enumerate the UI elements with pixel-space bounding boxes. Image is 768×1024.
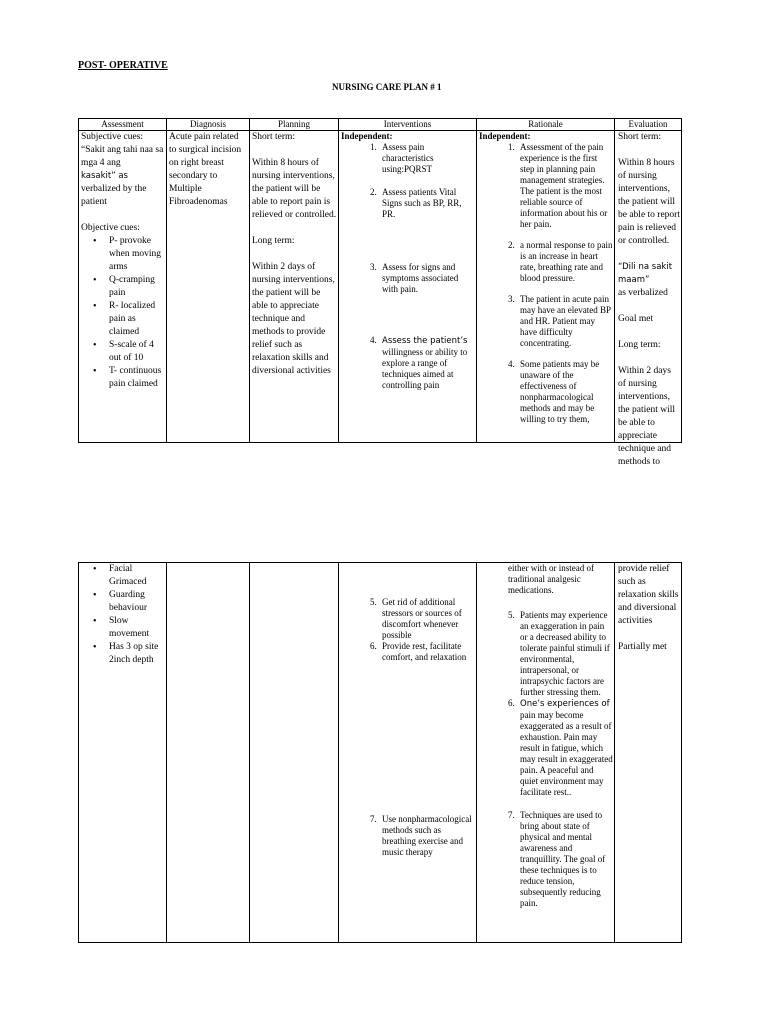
rationale-cell [479,131,613,441]
rationale-item-5 [508,610,613,698]
item-number: 3. [508,294,515,304]
planning-short-text: Within 8 hours of nursing interventions, the patient will be able to report pain is relieved or controlled. [252,158,337,220]
rationale-item-2 [508,240,613,284]
intervention-item-3 [370,262,475,295]
item-number: 1. [508,142,515,152]
evaluation-short-text: Within 8 hours of nursing interventions, the patient will be able to report pain is relieved or controlled. [618,158,680,246]
planning-long-text: Within 2 days of nursing interventions, the patient will be able to appreciate technique and methods to provide relief such as relaxation skills and diversional activities [252,262,335,376]
interventions-cell [341,131,475,441]
evaluation-goal-met: Goal met [618,314,654,324]
objective-bullet: • Q-cramping pain [109,274,165,300]
rationale-item-7 [508,810,613,909]
diagnosis-cell: Acute pain related to surgical incision on right breast secondary to Multiple Fibroadenomas [169,132,242,207]
rationale-independent-label: Independent: [479,131,531,141]
col-header-planning: Planning [277,119,310,129]
item-number: 7. [370,814,377,824]
evaluation-short-label: Short term: [618,132,662,142]
rationale-item-4 [508,359,613,425]
item-number: 3. [370,262,377,272]
item-text: Assess patients Vital Signs such as BP, RR, PR. [382,187,462,219]
subjective-quote: “Sakit ang tahi naa sa mga 4 ang [81,145,164,168]
objective-label: Objective cues: [81,223,140,233]
col-header-evaluation: Evaluation [628,119,668,129]
item-text: willingness or ability to explore a range of techniques aimed at controlling pain [382,347,468,390]
item-text: Patients may experience an exaggeration in pain or a decreased ability to tolerate painful stimuli if environmental, intrapersonal, or intrapsychic factors are further stressing them. [520,610,610,697]
objective-bullet: • R- localized pain as claimed [109,300,165,339]
item-text: Get rid of additional stressors or sources of discomfort whenever possible [382,597,462,640]
subjective-label: Subjective cues: [81,132,143,142]
intervention-item-6 [370,641,475,663]
item-text: Provide rest, facilitate comfort, and relaxation [382,641,467,662]
intervention-item-7 [370,814,475,858]
objective-bullet: • Has 3 op site 2inch depth [109,641,165,667]
subjective-quote-end: verbalized by the patient [81,184,147,207]
rationale-cont-cell [479,563,613,941]
evaluation-long-label: Long term: [618,340,661,350]
intervention-item-4 [370,335,475,391]
col-header-assessment: Assessment [101,119,144,129]
objective-bullet: • Slow movement [109,615,165,641]
planning-long-label: Long term: [252,236,295,246]
intervention-item-1 [370,142,475,175]
item-text: Some patients may be unaware of the effectiveness of nonpharmacological methods and may be willing to try them, [520,359,600,424]
item-number: 4. [508,359,515,369]
col-header-interventions: Interventions [383,119,432,129]
interventions-independent-label: Independent: [341,131,393,141]
item-number: 6. [508,698,515,708]
post-operative-title: POST- OPERATIVE [78,60,168,71]
rationale-continuation: either with or instead of traditional analgesic medications. [508,563,594,595]
col-header-diagnosis: Diagnosis [190,119,226,129]
item-text: Use nonpharmacological methods such as breathing exercise and music therapy [382,814,472,857]
assessment-cell [81,131,165,441]
item-number: 4. [370,335,377,345]
rationale-item-3 [508,294,613,349]
item-number: 6. [370,641,377,651]
item-number: 5. [508,610,515,620]
item-text-emphasis: One’s experiences of [520,699,610,709]
objective-bullet: • T- continuous pain claimed [109,365,165,391]
interventions-cont-cell-b [341,814,475,858]
item-number: 2. [370,187,377,197]
item-text: The patient in acute pain may have an elevated BP and HR. Patient may have difficulty concentrating. [520,294,611,348]
evaluation-partially-met: Partially met [618,642,667,652]
interventions-cont-cell [341,597,475,663]
planning-short-label: Short term: [252,132,296,142]
objective-bullet: • P- provoke when moving arms [109,235,165,274]
item-text: pain may become exaggerated as a result of exhaustion. Pain may result in fatigue, which may result in exaggerated pain. A peaceful and quiet environment may facilitate rest.. [520,710,613,797]
evaluation-patient-quote: “Dili na sakit maam” [618,262,673,285]
evaluation-long-text: Within 2 days of nursing interventions, the patient will be able to appreciate technique and methods to [618,366,675,467]
rationale-item-1 [508,142,613,230]
intervention-item-2 [370,187,475,220]
evaluation-cell [618,131,680,467]
item-text: Techniques are used to bring about state of physical and mental awareness and tranquillity. The goal of these techniques is to reduce tension, subsequently reducing pain. [520,810,606,908]
planning-cell [252,131,337,441]
item-text: Assess pain characteristics using:PQRST [382,142,434,174]
objective-bullet: • Facial Grimaced [109,563,165,589]
item-text-emphasis: Assess the patient’s [382,336,468,346]
item-number: 7. [508,810,515,820]
rationale-item-6 [508,698,613,798]
subjective-quote-emphasis: kasakit” as [81,171,128,181]
item-number: 2. [508,240,515,250]
intervention-item-5 [370,597,475,641]
objective-bullet: • S-scale of 4 out of 10 [109,339,165,365]
evaluation-continuation: provide relief such as relaxation skills and diversional activities [618,564,679,626]
item-text: Assessment of the pain experience is the first step in planning pain management strategies. The patient is the most reliable source of information about his or her pain. [520,142,608,229]
nursing-care-plan-title: NURSING CARE PLAN # 1 [332,82,442,92]
item-text: Assess for signs and symptoms associated with pain. [382,262,459,294]
objective-bullet: • Guarding behaviour [109,589,165,615]
item-text: a normal response to pain is an increase in heart rate, breathing rate and blood pressure. [520,240,613,283]
assessment-cont-cell [81,563,165,667]
evaluation-verbalized: as verbalized [618,288,668,298]
col-header-rationale: Rationale [528,119,563,129]
item-number: 1. [370,142,377,152]
evaluation-cont-cell [618,563,681,654]
item-number: 5. [370,597,377,607]
